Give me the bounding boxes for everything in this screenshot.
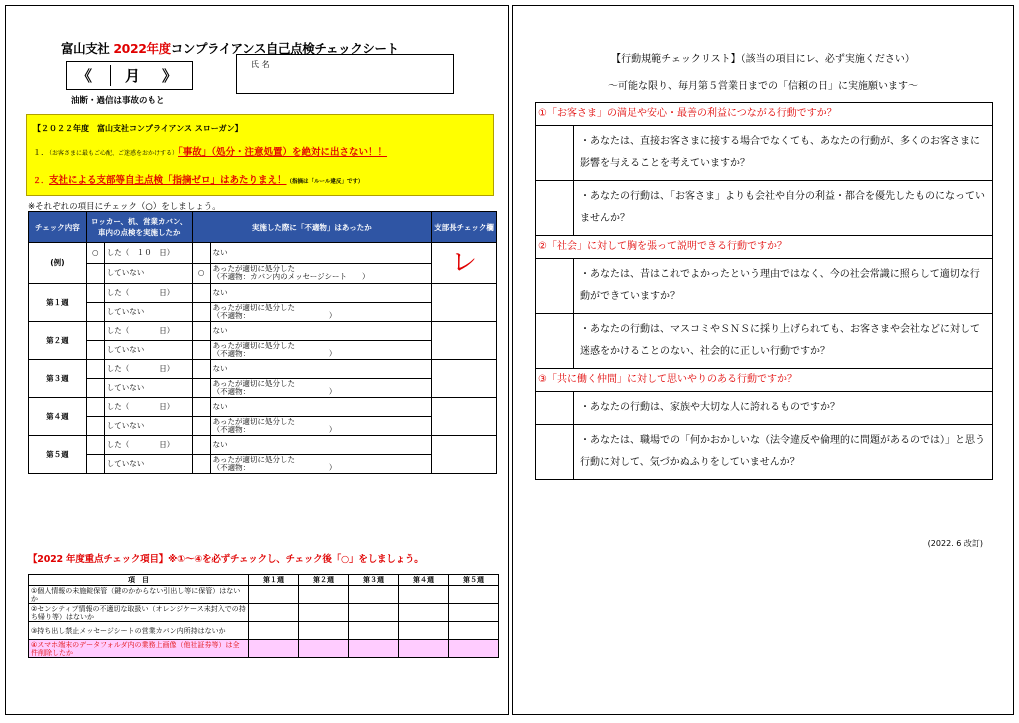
priority-title: 【2022 年度重点チェック項目】※①～④を必ずチェックし、チェック後「○」をしましょう。 — [28, 554, 424, 565]
priority-1-week4[interactable] — [399, 586, 449, 604]
priority-item-4: ④スマホ端末のデータフォルダ内の業務上画像（他社証券等）は全件削除したか — [29, 640, 249, 658]
week-1-label: 第１週 — [29, 284, 87, 322]
week-5-did: した（ 日） — [104, 436, 192, 455]
week-3-label: 第３週 — [29, 360, 87, 398]
section-1-item-1-row — [536, 126, 993, 181]
week-3-did: した（ 日） — [104, 360, 192, 379]
priority-header-week3: 第３週 — [349, 575, 399, 586]
priority-row-1 — [29, 586, 499, 604]
example-row — [29, 243, 497, 264]
slogan-box — [26, 114, 494, 196]
week-5-none-check[interactable] — [192, 436, 210, 455]
week-2-manager-check[interactable] — [432, 322, 497, 360]
priority-1-week5[interactable] — [449, 586, 499, 604]
week-5-found — [210, 455, 432, 474]
week-1-none-check[interactable] — [192, 284, 210, 303]
priority-header-week5: 第５週 — [449, 575, 499, 586]
header-manager: 支部長チェック欄 — [432, 212, 497, 243]
priority-row-2 — [29, 604, 499, 622]
week-3-row — [29, 360, 497, 379]
header-unwanted: 実施した際に「不適物」はあったか — [192, 212, 431, 243]
example-didnot: していない — [104, 263, 192, 284]
week-5-row — [29, 436, 497, 455]
week-3-none-check[interactable] — [192, 360, 210, 379]
week-4-found-check[interactable] — [192, 417, 210, 436]
week-5-found-1: あったが適切に処分した — [212, 455, 296, 464]
slogan-1-small: （お客さまに最もご心配、ご迷惑をおかけする） — [49, 150, 179, 157]
name-field[interactable] — [236, 54, 454, 94]
week-4-did-check[interactable] — [86, 398, 104, 417]
section-2-row — [536, 236, 993, 259]
section-1-question: ①「お客さま」の満足や安心・最善の利益につながる行動ですか？ — [536, 103, 993, 126]
priority-4-week2[interactable] — [299, 640, 349, 658]
week-5-found-2: （不適物： ） — [212, 463, 337, 472]
priority-3-week3[interactable] — [349, 622, 399, 640]
week-4-row — [29, 398, 497, 417]
month-bracket-right: 》 — [162, 67, 178, 85]
revision-note: (2022. 6 改訂) — [927, 539, 983, 548]
week-3-didnot: していない — [104, 379, 192, 398]
section-3-item-2: ・あなたは、職場での「何かおかしいな（法令違反や倫理的に問題があるのでは）」と思う行動に対して、気づかぬふりをしていませんか？ — [574, 425, 993, 480]
section-3-item-2-row — [536, 425, 993, 480]
priority-3-week5[interactable] — [449, 622, 499, 640]
section-2-item-2-check[interactable] — [536, 314, 574, 369]
priority-2-week4[interactable] — [399, 604, 449, 622]
week-5-row-2 — [29, 455, 497, 474]
priority-row-4 — [29, 640, 499, 658]
month-bracket-left: 《 — [77, 67, 93, 85]
week-4-didnot-check[interactable] — [86, 417, 104, 436]
week-1-didnot: していない — [104, 303, 192, 322]
priority-row-3 — [29, 622, 499, 640]
section-2-item-1: ・あなたは、昔はこれでよかったという理由ではなく、今の社会常識に照らして適切な行動ができていますか？ — [574, 259, 993, 314]
header-locker: ロッカー、机、営業カバン、車内の点検を実施したか — [86, 212, 192, 243]
week-1-row-2 — [29, 303, 497, 322]
section-2-question: ②「社会」に対して胸を張って説明できる行動ですか？ — [536, 236, 993, 259]
week-1-found — [210, 303, 432, 322]
week-5-manager-check[interactable] — [432, 436, 497, 474]
week-2-did: した（ 日） — [104, 322, 192, 341]
week-4-row-2 — [29, 417, 497, 436]
week-3-found — [210, 379, 432, 398]
week-3-manager-check[interactable] — [432, 360, 497, 398]
code-of-conduct-page — [512, 5, 1014, 715]
example-mark-none — [192, 243, 210, 264]
priority-3-week4[interactable] — [399, 622, 449, 640]
example-row-2 — [29, 263, 497, 284]
week-3-found-check[interactable] — [192, 379, 210, 398]
priority-4-week5[interactable] — [449, 640, 499, 658]
week-4-label: 第４週 — [29, 398, 87, 436]
section-2-item-2-row — [536, 314, 993, 369]
section-2-item-1-check[interactable] — [536, 259, 574, 314]
week-3-didnot-check[interactable] — [86, 379, 104, 398]
week-2-none: ない — [210, 322, 432, 341]
week-4-didnot: していない — [104, 417, 192, 436]
week-5-didnot: していない — [104, 455, 192, 474]
week-2-found-2: （不適物： ） — [212, 349, 337, 358]
week-1-did-check[interactable] — [86, 284, 104, 303]
example-found-2: （不適物：カバン内のメッセージシート ） — [212, 272, 370, 282]
month-unit: 月 — [125, 67, 141, 85]
example-mark-found: ○ — [192, 263, 210, 284]
week-5-didnot-check[interactable] — [86, 455, 104, 474]
section-1-item-1-check[interactable] — [536, 126, 574, 181]
week-1-found-1: あったが適切に処分した — [212, 303, 296, 312]
slogan-title: 【２０２２年度 富山支社コンプライアンス スローガン】 — [33, 124, 243, 133]
example-mark-did: ○ — [86, 243, 104, 264]
section-2-item-1-row — [536, 259, 993, 314]
week-3-row-2 — [29, 379, 497, 398]
slogan-2-prefix: ２． — [33, 176, 49, 185]
slogan-2-small: （指摘は「ルール違反」です） — [286, 179, 364, 185]
week-3-did-check[interactable] — [86, 360, 104, 379]
priority-1-week1[interactable] — [249, 586, 299, 604]
table-header-row — [29, 212, 497, 243]
checklist-subheading: ～可能な限り、毎月第５営業日までの「信頼の日」に実施願います～ — [608, 81, 918, 92]
priority-item-2: ②センシティブ情報の不適切な取扱い（オレンジケース未封入での持ち帰り等）はないか — [29, 604, 249, 622]
week-2-none-check[interactable] — [192, 322, 210, 341]
slogan-1-prefix: １． — [33, 148, 49, 157]
week-2-didnot-check[interactable] — [86, 341, 104, 360]
priority-4-week3[interactable] — [349, 640, 399, 658]
motto: 油断・過信は事故のもと — [71, 96, 165, 106]
week-1-found-2: （不適物： ） — [212, 311, 337, 320]
week-4-manager-check[interactable] — [432, 398, 497, 436]
section-1-item-2: ・あなたの行動は、「お客さま」よりも会社や自分の利益・都合を優先したものになっていませんか？ — [574, 181, 993, 236]
week-3-found-2: （不適物： ） — [212, 387, 337, 396]
slogan-line-2 — [33, 172, 363, 186]
week-2-row — [29, 322, 497, 341]
week-2-found — [210, 341, 432, 360]
example-manager-check: レ — [432, 243, 497, 284]
week-2-label: 第２週 — [29, 322, 87, 360]
priority-4-week1[interactable] — [249, 640, 299, 658]
priority-3-week2[interactable] — [299, 622, 349, 640]
week-1-found-check[interactable] — [192, 303, 210, 322]
section-3-item-1-row — [536, 392, 993, 425]
priority-2-week3[interactable] — [349, 604, 399, 622]
month-divider — [110, 65, 111, 86]
week-3-found-1: あったが適切に処分した — [212, 379, 296, 388]
month-box — [66, 61, 193, 90]
check-sheet-page — [5, 5, 509, 715]
priority-3-week1[interactable] — [249, 622, 299, 640]
week-2-row-2 — [29, 341, 497, 360]
section-1-item-2-check[interactable] — [536, 181, 574, 236]
weekly-check-table — [28, 211, 497, 474]
week-5-did-check[interactable] — [86, 436, 104, 455]
priority-1-week3[interactable] — [349, 586, 399, 604]
week-4-none: ない — [210, 398, 432, 417]
week-2-found-1: あったが適切に処分した — [212, 341, 296, 350]
week-1-did: した（ 日） — [104, 284, 192, 303]
example-mark-didnot — [86, 263, 104, 284]
week-4-found-2: （不適物： ） — [212, 425, 337, 434]
priority-1-week2[interactable] — [299, 586, 349, 604]
priority-header-row — [29, 575, 499, 586]
title-main: コンプライアンス自己点検チェックシート — [170, 41, 399, 56]
week-5-none: ない — [210, 436, 432, 455]
section-1-item-1: ・あなたは、直接お客さまに接する場合でなくても、あなたの行動が、多くのお客さまに影響を与えることを考えていますか？ — [574, 126, 993, 181]
example-label: (例) — [29, 243, 87, 284]
week-4-did: した（ 日） — [104, 398, 192, 417]
week-1-didnot-check[interactable] — [86, 303, 104, 322]
example-did: した（ １０ 日） — [104, 243, 192, 264]
priority-2-week1[interactable] — [249, 604, 299, 622]
week-2-didnot: していない — [104, 341, 192, 360]
slogan-1-main: 「事故」（処分・注意処置）を絶対に出さない！！ — [178, 147, 388, 158]
section-3-item-1-check[interactable] — [536, 392, 574, 425]
section-3-question: ③「共に働く仲間」に対して思いやりのある行動ですか？ — [536, 369, 993, 392]
week-5-label: 第５週 — [29, 436, 87, 474]
priority-table — [28, 574, 499, 658]
priority-2-week5[interactable] — [449, 604, 499, 622]
title-branch: 富山支社 — [61, 41, 110, 56]
header-check: チェック内容 — [29, 212, 87, 243]
week-4-found-1: あったが適切に処分した — [212, 417, 296, 426]
name-label: 氏 名 — [251, 60, 270, 69]
week-2-did-check[interactable] — [86, 322, 104, 341]
week-1-none: ない — [210, 284, 432, 303]
instruction-note: ※それぞれの項目にチェック（○）をしましょう。 — [28, 202, 221, 212]
priority-2-week2[interactable] — [299, 604, 349, 622]
priority-item-1: ①個人情報の未施錠保管（鍵のかからない引出し等に保管）はないか — [29, 586, 249, 604]
section-1-item-2-row — [536, 181, 993, 236]
checklist-heading: 【行動規範チェックリスト】（該当の項目にレ、必ず実施ください） — [611, 54, 915, 65]
week-1-row — [29, 284, 497, 303]
priority-header-item: 項 目 — [29, 575, 249, 586]
example-found — [210, 263, 432, 284]
section-3-item-1: ・あなたの行動は、家族や大切な人に誇れるものですか？ — [574, 392, 993, 425]
week-1-manager-check[interactable] — [432, 284, 497, 322]
title-year: 2022年度 — [113, 41, 171, 56]
slogan-line-1 — [33, 144, 387, 158]
example-none: ない — [210, 243, 432, 264]
conduct-checklist-table — [535, 102, 993, 480]
priority-4-week4[interactable] — [399, 640, 449, 658]
week-3-none: ない — [210, 360, 432, 379]
section-2-item-2: ・あなたの行動は、マスコミやＳＮＳに採り上げられても、お客さまや会社などに対して迷惑をかけることのない、社会的に正しい行動ですか？ — [574, 314, 993, 369]
priority-header-week2: 第２週 — [299, 575, 349, 586]
week-5-found-check[interactable] — [192, 455, 210, 474]
example-found-1: あったが適切に処分した — [212, 264, 296, 274]
section-3-item-2-check[interactable] — [536, 425, 574, 480]
priority-header-week4: 第４週 — [399, 575, 449, 586]
week-2-found-check[interactable] — [192, 341, 210, 360]
priority-header-week1: 第１週 — [249, 575, 299, 586]
section-3-row — [536, 369, 993, 392]
slogan-2-main: 支社による支部等自主点検「指摘ゼロ」はあたりまえ！ — [49, 175, 287, 186]
priority-item-3: ③持ち出し禁止メッセージシートの営業カバン内所持はないか — [29, 622, 249, 640]
week-4-none-check[interactable] — [192, 398, 210, 417]
section-1-row — [536, 103, 993, 126]
week-4-found — [210, 417, 432, 436]
